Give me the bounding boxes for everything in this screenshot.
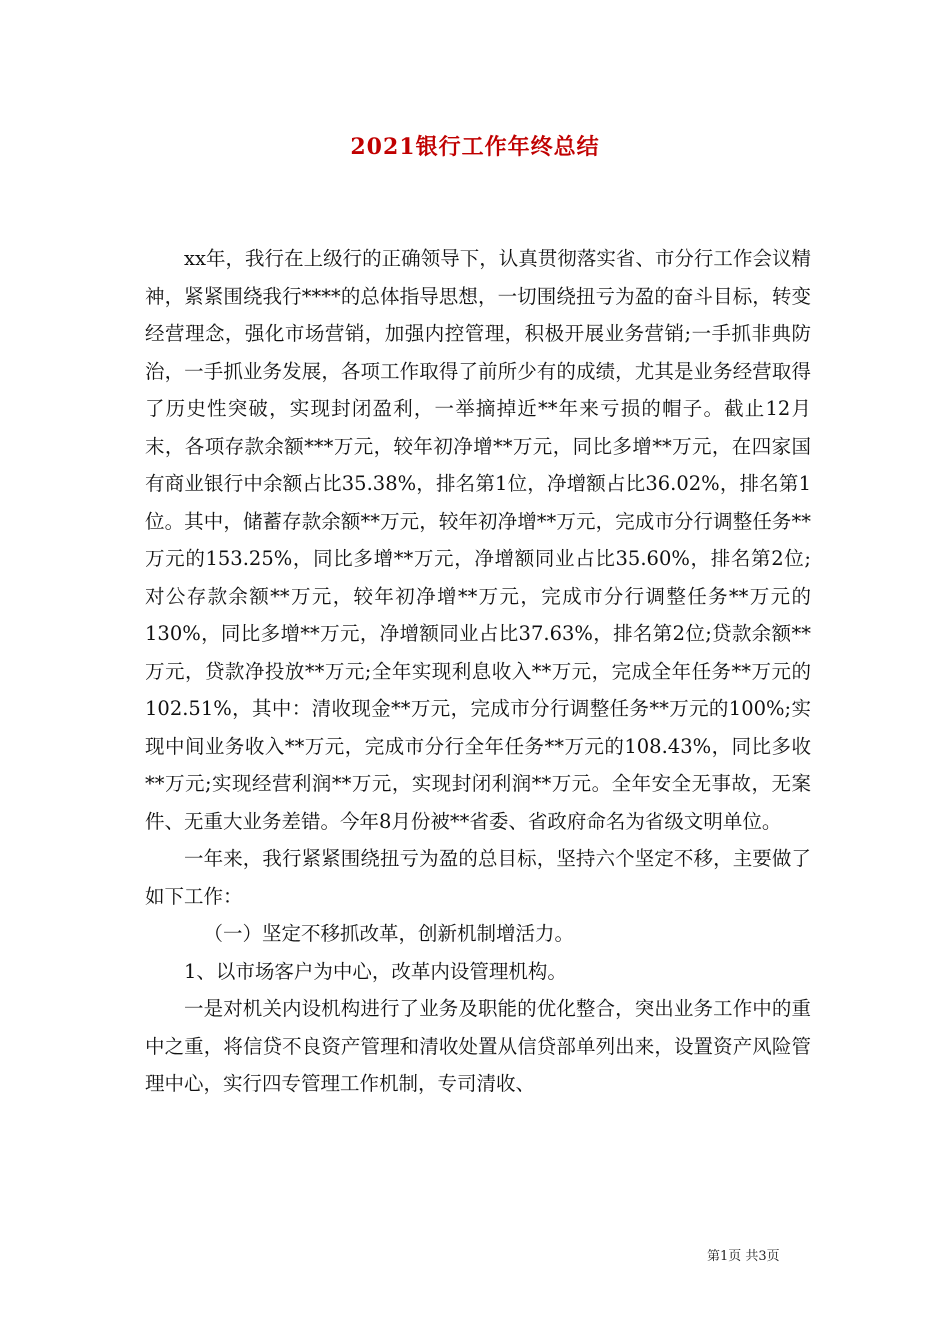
paragraph-summary: xx年，我行在上级行的正确领导下，认真贯彻落实省、市分行工作会议精神，紧紧围绕我行****的总体指导思想，一切围绕扭亏为盈的奋斗目标，转变经营理念，强化市场营销，加强内控管理，积极开展业务营销;一手抓非典防治，一手抓业务发展，各项工作取得了前所少有的成绩，尤其是业务经营取得了历史性突破，实现封闭盈利，一举摘掉近**年来亏损的帽子。截止12月末，各项存款余额***万元，较年初净增**万元，同比多增**万元，在四家国有商业银行中余额占比35.38%，排名第1位，净增额占比36.02%，排名第1位。其中，储蓄存款余额**万元，较年初净增**万元，完成市分行调整任务**万元的153.25%，同比多增**万元，净增额同业占比35.60%，排名第2位;对公存款余额**万元，较年初净增**万元，完成市分行调整任务**万元的130%，同比多增**万元，净增额同业占比37.63%，排名第2位;贷款余额**万元，贷款净投放**万元;全年实现利息收入**万元，完成全年任务**万元的102.51%，其中：清收现金**万元，完成市分行调整任务**万元的100%;实现中间业务收入**万元，完成市分行全年任务**万元的108.43%，同比多收**万元;实现经营利润**万元，实现封闭利润**万元。全年安全无事故，无案件、无重大业务差错。今年8月份被**省委、省政府命名为省级文明单位。 [145,247,811,833]
subsection-heading-1: 1、以市场客户为中心，改革内设管理机构。 [184,959,567,983]
document-title: 2021银行工作年终总结 [350,134,600,160]
document-body [145,240,811,1103]
paragraph-detail: 一是对机关内设机构进行了业务及职能的优化整合，突出业务工作中的重中之重，将信贷不良资产管理和清收处置从信贷部单列出来，设置资产风险管理中心，实行四专管理工作机制，专司清收、 [145,997,811,1095]
paragraph-intro: 一年来，我行紧紧围绕扭亏为盈的总目标，坚持六个坚定不移，主要做了如下工作： [145,847,811,908]
page-number: 第1页 共3页 [707,1249,780,1264]
section-heading-1: （一）坚定不移抓改革，创新机制增活力。 [203,922,575,945]
